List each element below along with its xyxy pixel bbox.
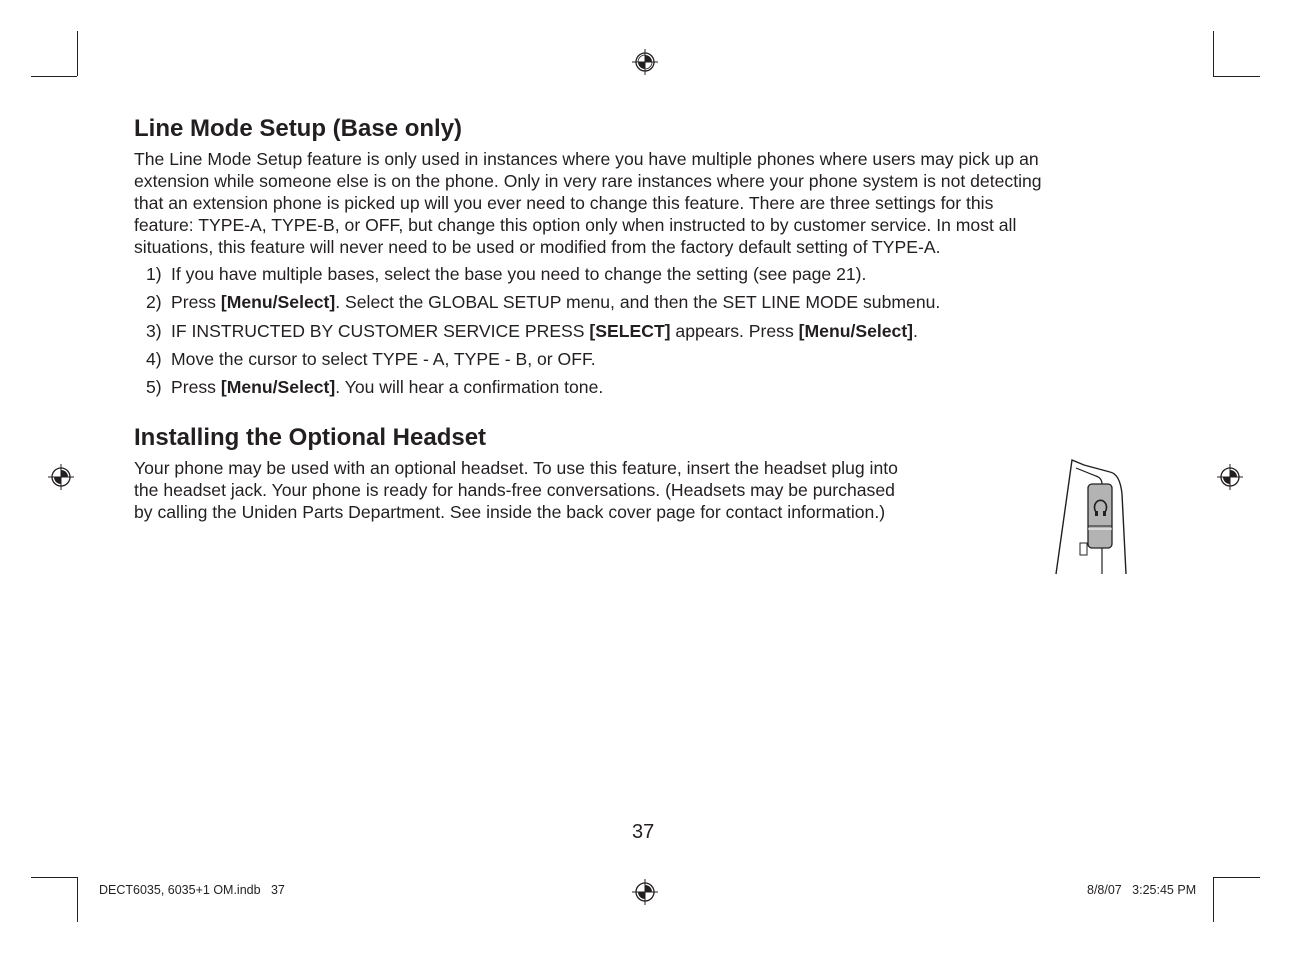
step-text: If you have multiple bases, select the base you need to change the setting (see page 21).: [171, 264, 867, 284]
crop-mark: [77, 877, 78, 922]
step-item: [146, 320, 940, 348]
registration-mark-icon: [47, 463, 75, 491]
step-number: 1): [146, 264, 162, 284]
key-label: [Menu/Select]: [798, 320, 914, 341]
text-line: by calling the Uniden Parts Department. See inside the back cover page for contact information.): [134, 502, 886, 522]
crop-mark: [31, 76, 77, 77]
step-text: .: [913, 320, 918, 341]
text-line: The Line Mode Setup feature is only used in instances where you have multiple phones where users may pick up an: [134, 149, 1039, 169]
step-text: appears. Press: [670, 320, 799, 341]
key-label: [SELECT]: [589, 320, 671, 341]
print-slug-right: 8/8/07 3:25:45 PM: [1087, 883, 1197, 897]
step-text: . Select the GLOBAL SETUP menu, and then the SET LINE MODE submenu.: [335, 292, 941, 313]
text-line: the headset jack. Your phone is ready for hands-free conversations. (Headsets may be purchased: [134, 480, 895, 500]
step-item: [146, 348, 940, 376]
step-item: [146, 376, 940, 404]
print-slug-left: DECT6035, 6035+1 OM.indb 37: [99, 883, 285, 897]
crop-mark: [31, 877, 77, 878]
crop-mark: [77, 31, 78, 76]
line-mode-intro: [134, 148, 1042, 258]
text-line: situations, this feature will never need to be used or modified from the factory default setting of TYPE-A.: [134, 237, 941, 257]
text-line: that an extension phone is picked up will you ever need to change this feature. There are three settings for this: [134, 193, 994, 213]
step-item: [146, 291, 940, 319]
step-text: IF INSTRUCTED BY CUSTOMER SERVICE PRESS: [171, 320, 590, 341]
crop-mark: [1213, 31, 1214, 76]
line-mode-steps: [146, 263, 940, 404]
section-heading-line-mode: Line Mode Setup (Base only): [134, 115, 463, 142]
step-text: . You will hear a confirmation tone.: [335, 377, 604, 398]
headset-body: [134, 457, 898, 523]
text-line: extension while someone else is on the phone. Only in very rare instances where your phone system is not detecting: [134, 171, 1042, 191]
step-text: Press: [171, 292, 221, 313]
crop-mark: [1213, 877, 1214, 922]
text-line: Your phone may be used with an optional headset. To use this feature, insert the headset plug into: [134, 458, 898, 478]
key-label: [Menu/Select]: [220, 377, 336, 398]
step-number: 5): [146, 377, 162, 398]
handset-headset-jack-icon: [1040, 454, 1140, 578]
step-number: 2): [146, 292, 162, 313]
crop-mark: [1213, 877, 1260, 878]
section-heading-headset: Installing the Optional Headset: [134, 424, 487, 451]
registration-mark-icon: [1216, 463, 1244, 491]
step-text: Move the cursor to select TYPE - A, TYPE - B, or OFF.: [171, 348, 596, 369]
step-text: Press: [171, 377, 221, 398]
step-number: 4): [146, 348, 162, 369]
key-label: [Menu/Select]: [220, 292, 336, 313]
step-number: 3): [146, 320, 162, 341]
step-item: [146, 263, 940, 291]
registration-mark-icon: [631, 48, 659, 76]
text-line: feature: TYPE-A, TYPE-B, or OFF, but change this option only when instructed to by customer service. In most all: [134, 215, 1017, 235]
page-number: 37: [632, 821, 655, 843]
crop-mark: [1213, 76, 1260, 77]
registration-mark-icon: [631, 878, 659, 906]
